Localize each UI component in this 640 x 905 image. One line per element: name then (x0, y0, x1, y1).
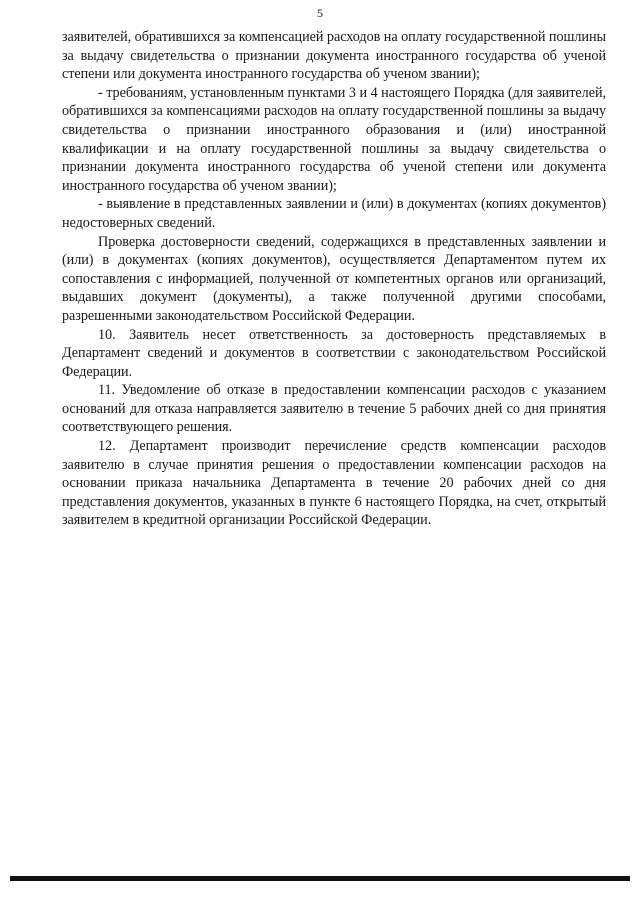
page-number: 5 (317, 6, 323, 20)
paragraph-requirements: - требованиям, установленным пунктами 3 и 4 настоящего Порядка (для заявителей, обратившихся за компенсациями расходов на оплату государственной пошлины за выдачу свидетельства о признании иностранного образования и (или) иностранной квалификации и на оплату государственной пошлины за выдачу свидетельства о признании документа иностранного государства об ученой степени или документа иностранного государства об ученом звании); (62, 84, 606, 194)
paragraph-item-11: 11. Уведомление об отказе в предоставлении компенсации расходов с указанием оснований для отказа направляется заявителю в течение 5 рабочих дней со дня принятия соответствующего решения. (62, 382, 606, 436)
bottom-scan-border (10, 876, 630, 881)
paragraph-item-10: 10. Заявитель несет ответственность за достоверность представляемых в Департамент сведений и документов в соответствии с законодательством Российской Федерации. (62, 326, 606, 380)
paragraph-item-12: 12. Департамент производит перечисление средств компенсации расходов заявителю в случае принятия решения о предоставлении компенсации расходов на основании приказа начальника Департамента в течение 20 рабочих дней со дня представления документов, указанных в пункте 6 настоящего Порядка, на счет, открытый заявителем в кредитной организации Российской Федерации. (62, 438, 606, 529)
paragraph-verification: Проверка достоверности сведений, содержащихся в представленных заявлении и (или) в документах (копиях документов), осуществляется Департаментом путем их сопоставления с информацией, полученной от компетентных органов или организаций, выдавших документ (документы), а также полученной другими способами, разрешенными законодательством Российской Федерации. (62, 233, 606, 324)
paragraph-false-data: - выявление в представленных заявлении и (или) в документах (копиях документов) недостоверных сведений. (62, 196, 606, 231)
paragraph-continuation: заявителей, обратившихся за компенсацией расходов на оплату государственной пошлины за выдачу свидетельства о признании документа иностранного государства об ученой степени или документа иностранного государства об ученом звании); (62, 29, 606, 83)
document-body (62, 28, 606, 530)
